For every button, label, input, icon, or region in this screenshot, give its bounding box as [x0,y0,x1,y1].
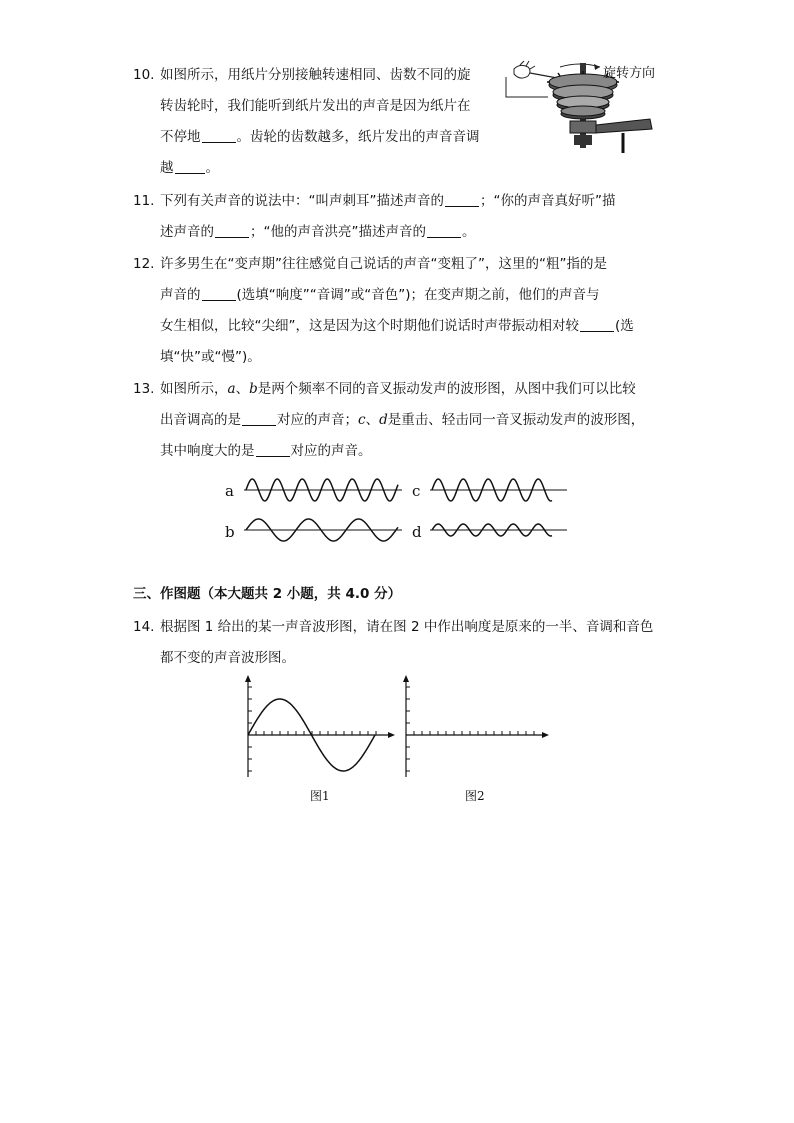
answer-blank[interactable] [215,223,249,238]
question-number: 14. [133,619,155,635]
waveform-figure [222,470,572,550]
var-a: a [227,381,236,397]
var-b: b [249,381,258,397]
q11-line-1 [160,186,616,217]
q11-line-2 [160,217,616,248]
q10-line-2: 转齿轮时，我们能听到纸片发出的声音是因为纸片在 [160,98,471,114]
q12-line-2 [160,280,634,311]
text: 、 [235,381,250,397]
text: 是两个频率不同的音叉振动发声的波形图，从图中我们可以比较 [257,381,636,397]
var-c: c [358,412,366,428]
question-number: 12. [133,256,155,272]
text: 对应的声音。 [290,443,372,459]
answer-blank[interactable] [427,223,461,238]
answer-blank[interactable] [580,317,614,332]
question-13 [133,374,644,467]
answer-blank[interactable] [445,192,479,207]
text: 。齿轮的齿数越多，纸片发出的声音音调 [236,129,480,145]
var-d: d [379,412,388,428]
axes-figures [240,672,560,807]
text: 如图所示， [160,381,228,397]
q13-line-3 [160,436,644,467]
text: ；“你的声音真好听”描 [480,193,616,209]
q10-line-1: 如图所示，用纸片分别接触转速相同、齿数不同的旋 [160,67,471,83]
text: 。 [462,224,476,240]
text: 声音的 [160,287,201,303]
q13-line-2 [160,405,644,436]
wave-label-a: a [225,482,234,500]
axes-svg [240,672,560,782]
q12-line-3 [160,311,634,342]
text: (选 [615,318,634,334]
text: (选填“响度”“音调”或“音色”)；在变声期之前，他们的声音与 [236,287,600,303]
question-number: 10. [133,67,155,83]
answer-blank[interactable] [202,286,236,301]
text: 对应的声音； [277,412,358,428]
answer-blank[interactable] [202,128,236,143]
wave-label-c: c [412,482,421,500]
text: 下列有关声音的说法中：“叫声刺耳”描述声音的 [160,193,444,209]
wave-label-b: b [225,523,235,541]
waveforms-svg [222,470,572,550]
question-number: 11. [133,193,155,209]
question-10 [133,60,480,184]
text: 出音调高的是 [160,412,241,428]
text: 。 [205,160,219,176]
q14-line-2: 都不变的声音波形图。 [160,650,295,666]
text: 女生相似，比较“尖细”，这是因为这个时期他们说话时声带振动相对较 [160,318,579,334]
rotation-direction-label: 旋转方向 [603,66,656,81]
q12-line-4: 填“快”或“慢”)。 [160,349,261,365]
q10-line-3 [160,122,480,153]
gear-figure [500,55,670,160]
question-number: 13. [133,381,155,397]
question-11 [133,186,616,248]
q14-line-1: 根据图 1 给出的某一声音波形图，请在图 2 中作出响度是原来的一半、音调和音色 [160,619,654,635]
q12-line-1: 许多男生在“变声期”往往感觉自己说话的声音“变粗了”，这里的“粗”指的是 [160,256,607,272]
text: 其中响度大的是 [160,443,255,459]
answer-blank[interactable] [256,442,290,457]
text: 述声音的 [160,224,214,240]
question-12 [133,249,634,373]
answer-blank[interactable] [175,159,205,174]
fig1-caption: 图1 [310,789,330,803]
text: 越 [160,160,174,176]
fig2-caption: 图2 [465,789,485,803]
text: 不停地 [160,129,201,145]
answer-blank[interactable] [242,411,276,426]
q13-line-1 [160,374,644,405]
q10-line-4 [160,153,480,184]
text: ；“他的声音洪亮”描述声音的 [250,224,426,240]
text: 、 [365,412,380,428]
text: 是重击、轻击同一音叉振动发声的波形图， [387,412,645,428]
section-3-heading: 三、作图题（本大题共 2 小题，共 4.0 分） [133,586,402,602]
wave-label-d: d [412,523,422,541]
question-14 [133,612,653,674]
